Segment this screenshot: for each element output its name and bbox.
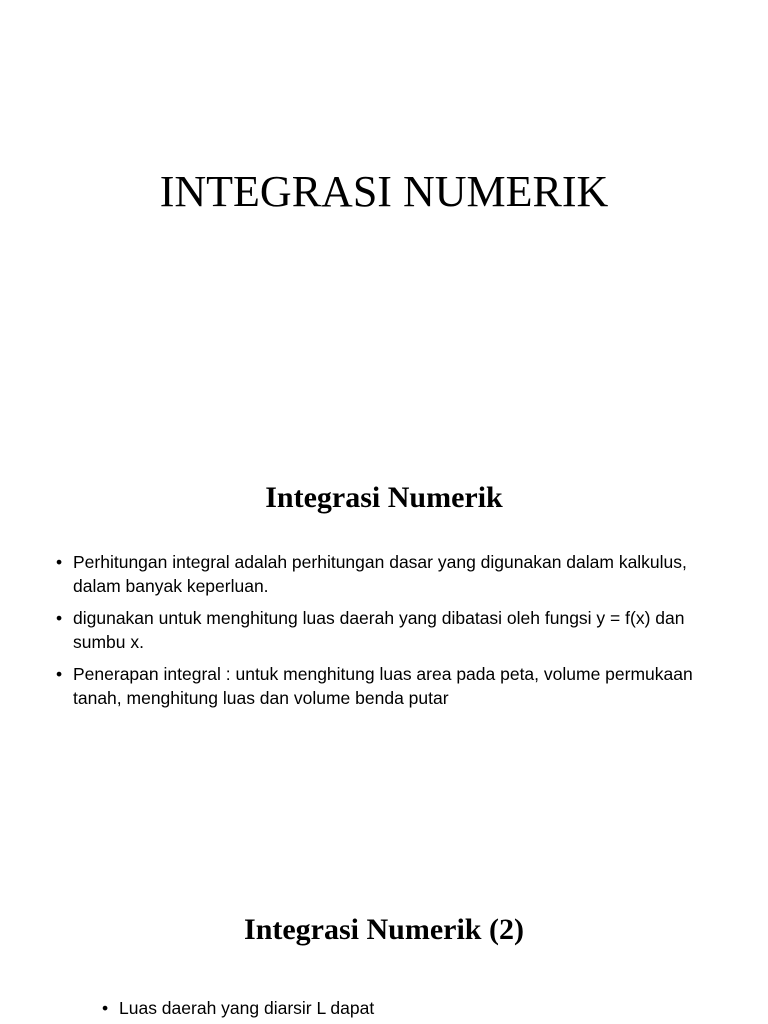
slide-title xyxy=(0,0,768,420)
bullet-text: Perhitungan integral adalah perhitungan dasar yang digunakan dalam kalkulus, dalam banyak keperluan. xyxy=(73,552,687,596)
bullet-item xyxy=(56,606,716,654)
bullet-list xyxy=(102,996,702,1024)
bullet-text: Luas daerah yang diarsir L dapat xyxy=(119,998,375,1018)
bullet-item xyxy=(56,662,716,710)
main-title: INTEGRASI NUMERIK xyxy=(159,167,609,216)
bullet-text: Penerapan integral : untuk menghitung luas area pada peta, volume permukaan tanah, menghitung luas dan volume benda putar xyxy=(73,664,693,708)
bullet-list xyxy=(56,550,716,718)
slide-heading: Integrasi Numerik xyxy=(265,481,503,514)
bullet-dot-icon: • xyxy=(56,608,63,628)
slide-integrasi-numerik xyxy=(0,420,768,860)
bullet-text: digunakan untuk menghitung luas daerah yang dibatasi oleh fungsi y = f(x) dan sumbu x. xyxy=(73,608,685,652)
bullet-dot-icon: • xyxy=(102,998,109,1018)
bullet-dot-icon: • xyxy=(56,552,63,572)
slide-heading: Integrasi Numerik (2) xyxy=(244,913,524,946)
bullet-item xyxy=(56,550,716,598)
bullet-dot-icon: • xyxy=(56,664,63,684)
bullet-item xyxy=(102,996,702,1020)
slide-integrasi-numerik-2 xyxy=(0,860,768,1024)
